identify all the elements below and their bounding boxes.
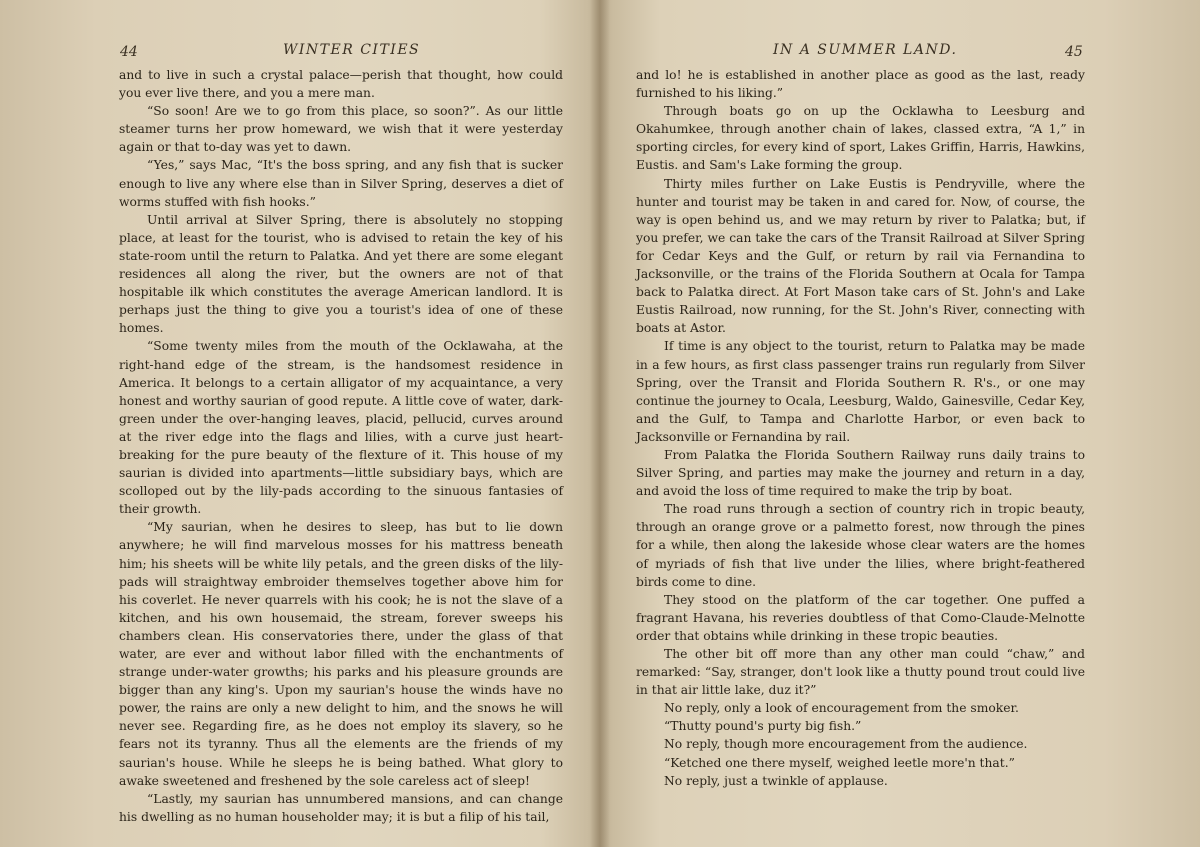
paragraph: No reply, only a look of encouragement from the smoker. [664,701,1019,716]
paragraph: The road runs through a section of country rich in tropic beauty, through an orange grove or a palmetto forest, now through the pines for a while, then along the lakeside whose clear waters are the homes of myriads of fish that live under the lilies, where bright-feathered birds come to dine. [636,502,1085,589]
paragraph: Thirty miles further on Lake Eustis is Pendryville, where the hunter and tourist may be taken in and cared for. Now, of course, the way is open behind us, and we may return by river to Palatka; but, if you prefer, we can take the cars of the Transit Railroad at Silver Spring for Cedar Keys and the Gulf, or return by rail via Fernandina to Jacksonville, or the trains of the Florida Southern at Ocala for Tampa back to Palatka direct. At Fort Mason take cars of St. John's and Lake Eustis Railroad, now running, for the St. John's River, connecting with boats at Astor. [636,176,1085,336]
paragraph: The other bit off more than any other man could “chaw,” and remarked: “Say, stranger, don't look like a thutty pound trout could live in that air little lake, duz it?” [636,647,1085,698]
left-page-body [119,66,563,826]
right-page-header [605,42,1200,64]
paragraph: “Ketched one there myself, weighed leetle more'n that.” [664,755,1015,770]
paragraph: and lo! he is established in another place as good as the last, ready furnished to his liking.” [636,68,1085,101]
right-page [605,0,1200,847]
paragraph: No reply, just a twinkle of applause. [664,773,888,788]
paragraph: Until arrival at Silver Spring, there is absolutely no stopping place, at least for the tourist, who is advised to retain the key of his state-room until the return to Palatka. And yet there are some elegant residences all along the river, but the owners are not of that hospitable ilk which constitutes the average American landlord. It is perhaps just the thing to give you a tourist's idea of one of these homes. [119,212,563,336]
paragraph: and to live in such a crystal palace—perish that thought, how could you ever live there, and you a mere man. [119,68,563,101]
paragraph: “Thutty pound's purty big fish.” [664,719,862,734]
paragraph: No reply, though more encouragement from the audience. [664,737,1028,752]
paragraph: “My saurian, when he desires to sleep, has but to lie down anywhere; he will find marvelous mosses for his mattress beneath him; his sheets will be white lily petals, and the green disks of the lily-pads will straightway embroider themselves together above him for his coverlet. He never quarrels with his cook; he is not the slave of a kitchen, and his own housemaid, the stream, forever sweeps his chambers clean. His conservatories there, under the glass of that water, are ever and without labor filled with the enchantments of strange under-water growths; his parks and his pleasure grounds are bigger than any king's. Upon my saurian's house the winds have no power, the rains are only a new delight to him, and the snows he will never see. Regarding fire, as he does not employ its slavery, so he fears not its tyranny. Thus all the elements are the friends of my saurian's house. While he sleeps he is being bathed. What glory to awake sweetened and freshened by the sole careless act of sleep! [119,520,563,788]
paragraph: “Yes,” says Mac, “It's the boss spring, and any fish that is sucker enough to live any where else than in Silver Spring, deserves a diet of worms stuffed with fish hooks.” [119,158,563,209]
paragraph: From Palatka the Florida Southern Railway runs daily trains to Silver Spring, and parties may make the journey and return in a day, and avoid the loss of time required to make the trip by boat. [636,447,1085,499]
left-page-number: 44 [120,44,138,60]
left-running-head: WINTER CITIES [283,42,421,58]
paragraph: “Lastly, my saurian has unnumbered mansions, and can change his dwelling as no human householder may; it is but a filip of his tail, [119,791,563,824]
paragraph: “So soon! Are we to go from this place, so soon?”. As our little steamer turns her prow homeward, we wish that it were yesterday again or that to-day was yet to dawn. [119,104,563,155]
paragraph: Through boats go on up the Ocklawha to Leesburg and Okahumkee, through another chain of lakes, classed extra, “A 1,” in sporting circles, for every kind of sport, Lakes Griffin, Harris, Hawkins, Eustis. and Sam's Lake forming the group. [636,104,1085,173]
paragraph: If time is any object to the tourist, return to Palatka may be made in a few hours, as first class passenger trains run regularly from Silver Spring, over the Transit and Florida Southern R. R's., or one may continue the journey to Ocala, Leesburg, Waldo, Gainesville, Cedar Key, and the Gulf, to Tampa and Charlotte Harbor, or even back to Jacksonville or Fernandina by rail. [636,339,1085,444]
left-page [0,0,595,847]
right-page-body [636,66,1085,790]
paragraph: “Some twenty miles from the mouth of the Ocklawaha, at the right-hand edge of the stream, is the handsomest residence in America. It belongs to a certain alligator of my acquaintance, a very honest and worthy saurian of good repute. A little cove of water, dark-green under the over-hanging leaves, placid, pellucid, curves around at the river edge into the flags and lilies, with a curve just heart-breaking for the pure beauty of the flexture of it. This house of my saurian is divided into apartments—little subsidiary bays, which are scolloped out by the lily-pads according to the sinuous fantasies of their growth. [119,339,563,517]
paragraph: They stood on the platform of the car together. One puffed a fragrant Havana, his reveries doubtless of that Como-Claude-Melnotte order that obtains while drinking in these tropic beauties. [636,592,1085,643]
right-page-number: 45 [1065,44,1083,60]
left-page-header [0,42,595,64]
right-running-head: IN A SUMMER LAND. [773,42,958,58]
